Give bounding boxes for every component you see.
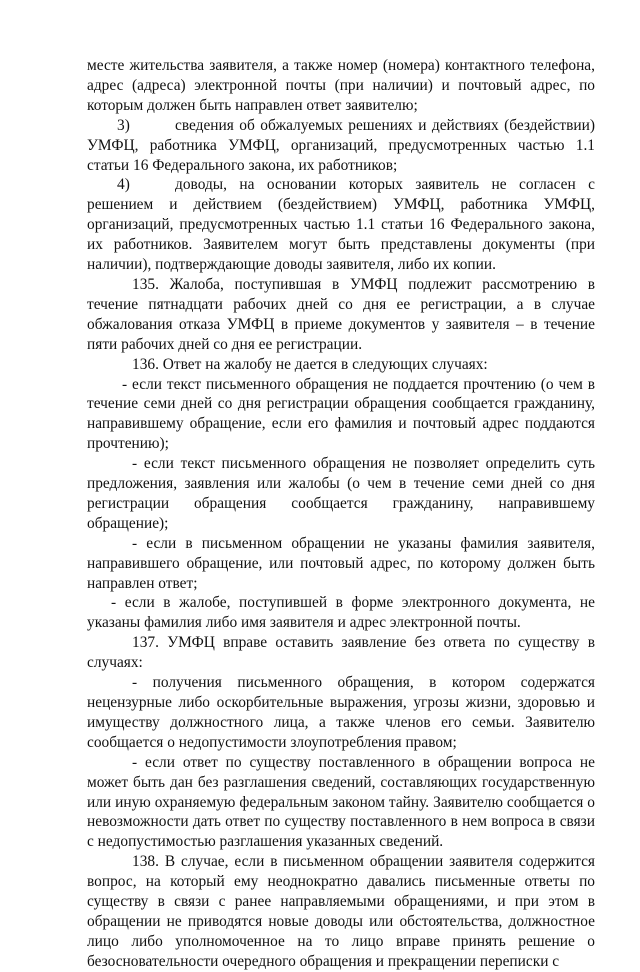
paragraph-text: сведения об обжалуемых решениях и действиях (бездействии) УМФЦ, работника УМФЦ, организаций, предусмотренных частью 1.1 статьи 16 Федерального закона, их работников;	[87, 116, 595, 174]
paragraph-text: 136. Ответ на жалобу не дается в следующих случаях:	[132, 355, 488, 373]
document-body	[87, 56, 595, 972]
paragraph-text: 135. Жалоба, поступившая в УМФЦ подлежит рассмотрению в течение пятнадцати рабочих дней со дня ее регистрации, а в случае обжалования отказа УМФЦ в приеме документов у заявителя – в течение пяти рабочих дней со дня ее регистрации.	[87, 275, 595, 353]
paragraph-text: - если в письменном обращении не указаны фамилия заявителя, направившего обращение, или почтовый адрес, по которому должен быть направлен ответ;	[87, 534, 595, 592]
dash-item-3	[87, 534, 595, 594]
dash-item-2	[87, 454, 595, 534]
list-item-4	[87, 175, 595, 275]
paragraph-text: - если текст письменного обращения не поддается прочтению (о чем в течение семи дней со дня регистрации обращения сообщается гражданину, направившему обращение, если его фамилия и почтовый адрес поддаются прочтению);	[87, 375, 595, 453]
paragraph-137	[87, 633, 595, 673]
dash-item-4	[87, 593, 595, 633]
list-item-3	[87, 116, 595, 176]
dash-item-6	[87, 753, 595, 853]
dash-item-5	[87, 673, 595, 753]
list-number: 3)	[117, 116, 130, 134]
paragraph-136	[87, 355, 595, 375]
paragraph-continuation	[87, 56, 595, 116]
paragraph-text: месте жительства заявителя, а также номер (номера) контактного телефона, адрес (адреса) электронной почты (при наличии) и почтовый адрес, по которым должен быть направлен ответ заявителю;	[87, 57, 595, 114]
paragraph-text: - если текст письменного обращения не позволяет определить суть предложения, заявления или жалобы (о чем в течение семи дней со дня регистрации обращения сообщается гражданину, направившему обращение);	[87, 455, 595, 532]
paragraph-text: 138. В случае, если в письменном обращении заявителя содержится вопрос, на который ему неоднократно давались письменные ответы по существу в связи с ранее направляемыми обращениями, и при этом в обращении не приводятся новые доводы или обстоятельства, должностное лицо либо уполномоченное на то лицо вправе принять решение о безосновательности очередного обращения и прекращении переписки с	[87, 853, 595, 970]
list-number: 4)	[117, 176, 130, 194]
paragraph-text: - если ответ по существу поставленного в обращении вопроса не может быть дан без разглашения сведений, составляющих государственную или иную охраняемую федеральным законом тайну. Заявителю сообщается о невозможности дать ответ по существу поставленного в нем вопроса в связи с недопустимостью разглашения указанных сведений.	[87, 753, 595, 851]
paragraph-135	[87, 275, 595, 355]
paragraph-text: - если в жалобе, поступившей в форме электронного документа, не указаны фамилия либо имя заявителя и адрес электронной почты.	[87, 594, 595, 632]
paragraph-138	[87, 852, 595, 971]
paragraph-text: доводы, на основании которых заявитель не согласен с решением и действием (бездействием) УМФЦ, работника УМФЦ, организаций, предусмотренных частью 1.1 статьи 16 Федерального закона, их работников. Заявителем могут быть представлены документы (при наличии), подтверждающие доводы заявителя, либо их копии.	[87, 176, 595, 274]
paragraph-text: - получения письменного обращения, в котором содержатся нецензурные либо оскорбительные выражения, угрозы жизни, здоровью и имуществу должностного лица, а также членов его семьи. Заявителю сообщается о недопустимости злоупотребления правом;	[87, 674, 595, 751]
paragraph-text: 137. УМФЦ вправе оставить заявление без ответа по существу в случаях:	[87, 634, 595, 672]
dash-item-1	[87, 375, 595, 455]
